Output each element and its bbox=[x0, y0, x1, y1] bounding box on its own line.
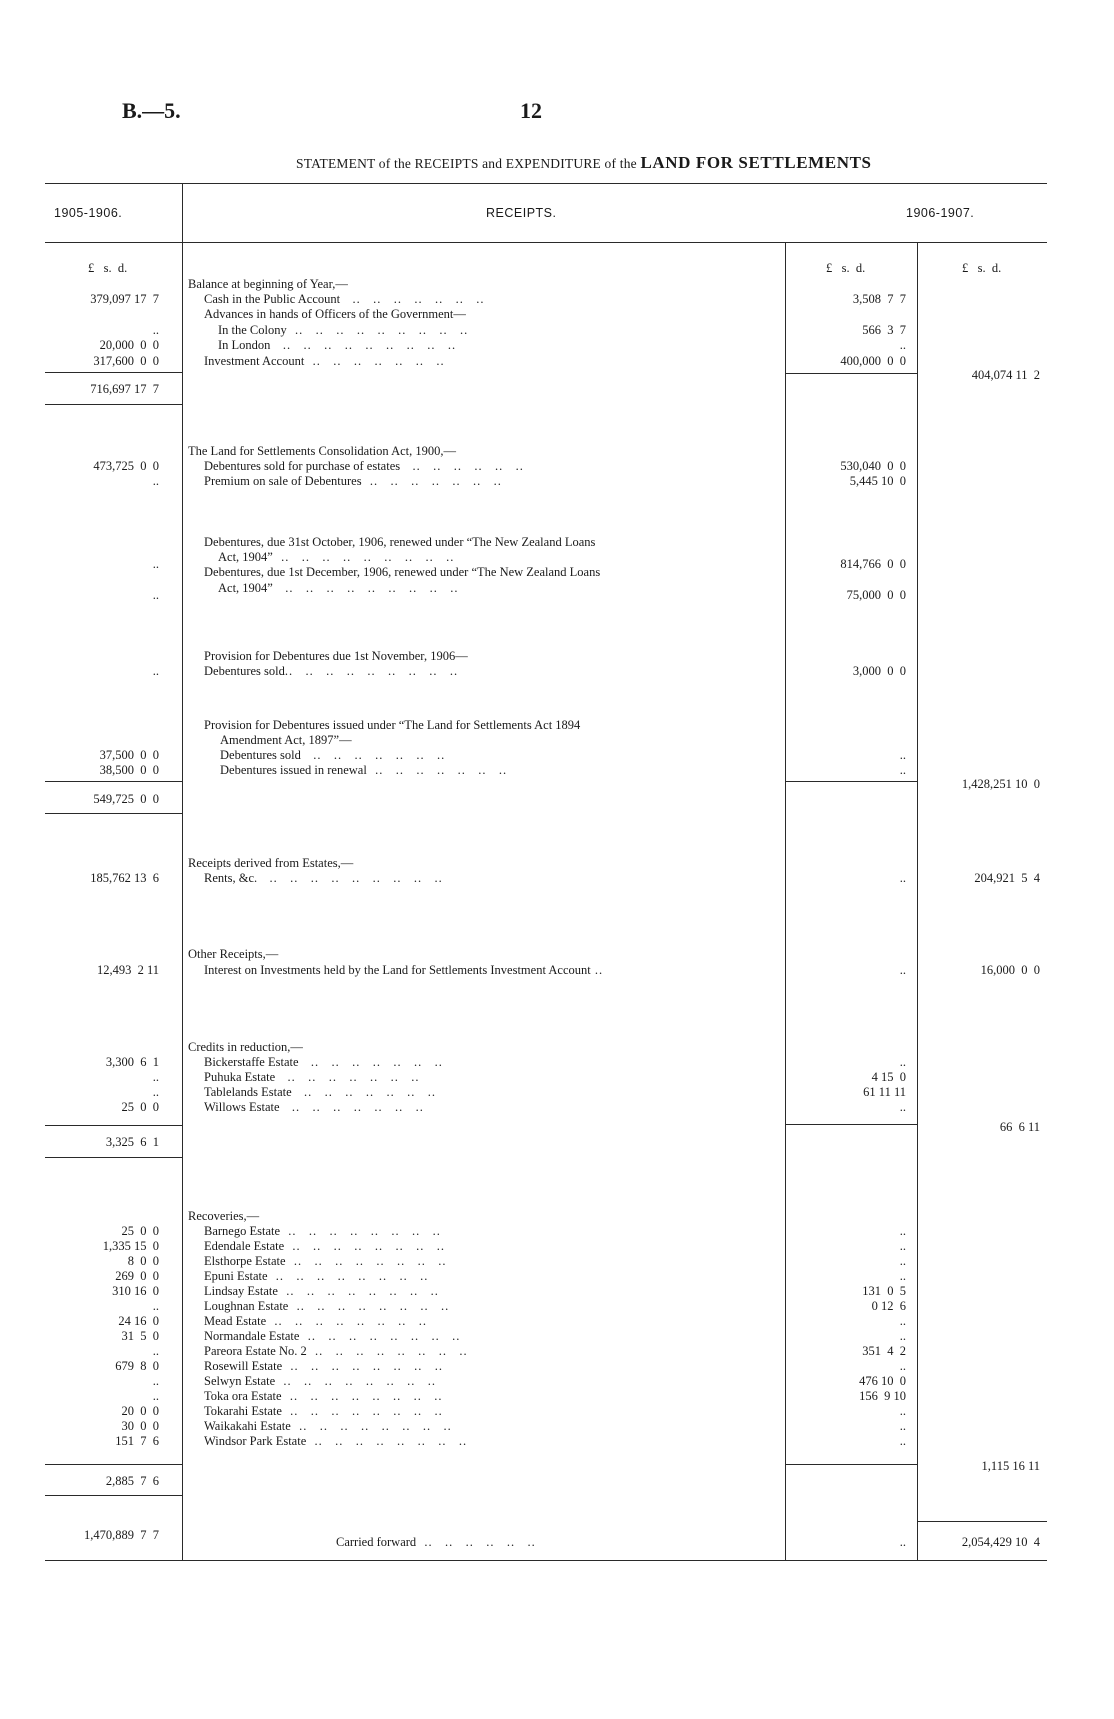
carried-cur-rule-top bbox=[917, 1521, 1047, 1522]
colony-label: In the Colony .. .. .. .. .. .. .. .. .. bbox=[218, 323, 469, 337]
provision-prev-rule bbox=[45, 781, 182, 782]
cur-investment: 400,000 0 0 bbox=[840, 354, 906, 368]
estate-row-label: Windsor Park Estate .. .. .. .. .. .. .. .. bbox=[204, 1434, 468, 1448]
renewed-2-line-b: Act, 1904” .. .. .. .. .. .. .. .. .. bbox=[218, 581, 459, 595]
prev-debentures-sold: 473,725 0 0 bbox=[93, 459, 159, 473]
estate-prev-amount: 20 0 0 bbox=[121, 1404, 159, 1418]
title-prefix: STATEMENT of the RECEIPTS and EXPENDITURE of the bbox=[296, 156, 637, 171]
mid-rents: .. bbox=[899, 871, 906, 885]
interest-label: Interest on Investments held by the Land for Settlements Investment Account .. bbox=[204, 963, 604, 977]
header-bottom-rule bbox=[45, 242, 1047, 243]
vrule-left bbox=[182, 183, 183, 1561]
estate-row-label: Edendale Estate .. .. .. .. .. .. .. .. bbox=[204, 1239, 446, 1253]
estate-cur-amount: .. bbox=[899, 1434, 906, 1448]
cur-london: .. bbox=[899, 338, 906, 352]
statement-title bbox=[296, 153, 872, 173]
estate-row-label: Willows Estate .. .. .. .. .. .. .. bbox=[204, 1100, 424, 1114]
estate-cur-amount: 131 0 5 bbox=[862, 1284, 906, 1298]
page-number: 12 bbox=[520, 98, 542, 123]
estate-name: Bickerstaffe Estate bbox=[204, 1055, 299, 1069]
provision-2-heading-a: Provision for Debentures issued under “The Land for Settlements Act 1894 bbox=[204, 718, 581, 732]
estate-prev-amount: 31 5 0 bbox=[121, 1329, 159, 1343]
prev-provision-2-sold: 37,500 0 0 bbox=[99, 748, 159, 762]
provision-2-heading-b: Amendment Act, 1897”— bbox=[220, 733, 352, 747]
prev-carried-forward: 1,470,889 7 7 bbox=[84, 1528, 159, 1542]
provision-1-sold-label: Debentures sold.. .. .. .. .. .. .. .. .. bbox=[204, 664, 459, 678]
estate-prev-amount: .. bbox=[152, 1374, 159, 1388]
rents-label: Rents, &c. .. .. .. .. .. .. .. .. .. bbox=[204, 871, 443, 885]
london-label: In London .. .. .. .. .. .. .. .. .. bbox=[218, 338, 457, 352]
prev-recoveries-total: 2,885 7 6 bbox=[105, 1474, 159, 1488]
estate-cur-amount: .. bbox=[899, 1224, 906, 1238]
provision-2-sold-label: Debentures sold .. .. .. .. .. .. .. bbox=[220, 748, 446, 762]
balance-cur-rule bbox=[785, 373, 917, 374]
prev-provision-1: .. bbox=[152, 664, 159, 678]
credits-heading: Credits in reduction,— bbox=[188, 1040, 303, 1054]
estate-name: Edendale Estate bbox=[204, 1239, 285, 1253]
estate-name: Willows Estate bbox=[204, 1100, 280, 1114]
column-head-receipts: RECEIPTS. bbox=[486, 206, 557, 220]
estate-name: Toka ora Estate bbox=[204, 1389, 282, 1403]
estate-prev-amount: .. bbox=[152, 1344, 159, 1358]
estate-prev-amount: 30 0 0 bbox=[121, 1419, 159, 1433]
prev-balance-total: 716,697 17 7 bbox=[90, 382, 159, 396]
estate-cur-amount: .. bbox=[899, 1269, 906, 1283]
credits-prev-rule bbox=[45, 1125, 182, 1126]
estate-row-label: Mead Estate .. .. .. .. .. .. .. .. bbox=[204, 1314, 428, 1328]
prev-provision-2-renewal: 38,500 0 0 bbox=[99, 763, 159, 777]
table-bottom-rule bbox=[45, 1560, 1047, 1561]
estate-cur-amount: 61 11 11 bbox=[863, 1085, 906, 1099]
estate-prev-amount: 8 0 0 bbox=[127, 1254, 159, 1268]
estate-prev-amount: 24 16 0 bbox=[118, 1314, 159, 1328]
prev-investment: 317,600 0 0 bbox=[93, 354, 159, 368]
currency-head-left: £ s. d. bbox=[88, 261, 128, 275]
prev-interest: 12,493 2 11 bbox=[96, 963, 159, 977]
estate-row-label: Waikakahi Estate .. .. .. .. .. .. .. .. bbox=[204, 1419, 452, 1433]
estate-prev-amount: .. bbox=[152, 1389, 159, 1403]
estate-row-label: Pareora Estate No. 2 .. .. .. .. .. .. .. .. bbox=[204, 1344, 468, 1358]
vrule-mid bbox=[785, 242, 786, 1561]
estate-name: Selwyn Estate bbox=[204, 1374, 276, 1388]
estate-name: Puhuka Estate bbox=[204, 1070, 276, 1084]
other-heading: Other Receipts,— bbox=[188, 947, 279, 961]
estate-row-label: Bickerstaffe Estate .. .. .. .. .. .. .. bbox=[204, 1055, 443, 1069]
estate-name: Elsthorpe Estate bbox=[204, 1254, 286, 1268]
document-reference: B.—5. bbox=[122, 98, 181, 123]
prev-colony: .. bbox=[152, 323, 159, 337]
estate-name: Mead Estate bbox=[204, 1314, 267, 1328]
prev-rents: 185,762 13 6 bbox=[90, 871, 159, 885]
cur-debentures-sold: 530,040 0 0 bbox=[840, 459, 906, 473]
renewed-1-line-b: Act, 1904” .. .. .. .. .. .. .. .. .. bbox=[218, 550, 455, 564]
cur-renewed-1: 814,766 0 0 bbox=[840, 557, 906, 571]
balance-prev-total-rule bbox=[45, 404, 182, 405]
cur-cash: 3,508 7 7 bbox=[852, 292, 906, 306]
cur-premium: 5,445 10 0 bbox=[849, 474, 906, 488]
mid-carried-forward: .. bbox=[899, 1535, 906, 1549]
estate-cur-amount: .. bbox=[899, 1055, 906, 1069]
cur-provision-2-renewal: .. bbox=[899, 763, 906, 777]
cur-provision-1: 3,000 0 0 bbox=[852, 664, 906, 678]
recoveries-prev-rule bbox=[45, 1464, 182, 1465]
currency-head-mid: £ s. d. bbox=[826, 261, 866, 275]
cur-colony: 566 3 7 bbox=[862, 323, 906, 337]
estate-prev-amount: 1,335 15 0 bbox=[102, 1239, 159, 1253]
renewed-2-line-a: Debentures, due 1st December, 1906, renewed under “The New Zealand Loans bbox=[204, 565, 601, 579]
estate-cur-amount: .. bbox=[899, 1254, 906, 1268]
balance-prev-rule bbox=[45, 372, 182, 373]
mid-interest: .. bbox=[899, 963, 906, 977]
prev-provision-total: 549,725 0 0 bbox=[93, 792, 159, 806]
estate-name: Pareora Estate No. 2 bbox=[204, 1344, 307, 1358]
estate-row-label: Lindsay Estate .. .. .. .. .. .. .. .. bbox=[204, 1284, 439, 1298]
cur-recoveries-total: 1,115 16 11 bbox=[981, 1459, 1040, 1473]
estate-cur-amount: .. bbox=[899, 1329, 906, 1343]
estates-heading: Receipts derived from Estates,— bbox=[188, 856, 354, 870]
recoveries-cur-rule bbox=[785, 1464, 917, 1465]
cash-label: Cash in the Public Account .. .. .. .. .. .. .. bbox=[204, 292, 485, 306]
estate-row-label: Elsthorpe Estate .. .. .. .. .. .. .. .. bbox=[204, 1254, 447, 1268]
estate-cur-amount: .. bbox=[899, 1239, 906, 1253]
estate-row-label: Puhuka Estate .. .. .. .. .. .. .. bbox=[204, 1070, 420, 1084]
estate-row-label: Tokarahi Estate .. .. .. .. .. .. .. .. bbox=[204, 1404, 443, 1418]
recoveries-prev-total-rule bbox=[45, 1495, 182, 1496]
estate-name: Normandale Estate bbox=[204, 1329, 300, 1343]
estate-row-label: Rosewill Estate .. .. .. .. .. .. .. .. bbox=[204, 1359, 443, 1373]
estate-cur-amount: 156 9 10 bbox=[859, 1389, 906, 1403]
prev-cash: 379,097 17 7 bbox=[90, 292, 159, 306]
estate-row-label: Tablelands Estate .. .. .. .. .. .. .. bbox=[204, 1085, 437, 1099]
cur-balance-total: 404,074 11 2 bbox=[971, 368, 1040, 382]
table-top-rule bbox=[45, 183, 1047, 184]
debentures-sold-label: Debentures sold for purchase of estates .. .. .. .. .. .. bbox=[204, 459, 524, 473]
estate-row-label: Barnego Estate .. .. .. .. .. .. .. .. bbox=[204, 1224, 441, 1238]
estate-cur-amount: 4 15 0 bbox=[871, 1070, 906, 1084]
prev-renewed-1: .. bbox=[152, 557, 159, 571]
estate-row-label: Toka ora Estate .. .. .. .. .. .. .. .. bbox=[204, 1389, 443, 1403]
estate-cur-amount: 476 10 0 bbox=[859, 1374, 906, 1388]
estate-name: Loughnan Estate bbox=[204, 1299, 289, 1313]
column-head-1905: 1905-1906. bbox=[54, 206, 123, 220]
estate-name: Tablelands Estate bbox=[204, 1085, 292, 1099]
cur-credits-total: 66 6 11 bbox=[999, 1120, 1040, 1134]
estate-cur-amount: .. bbox=[899, 1100, 906, 1114]
cur-interest: 16,000 0 0 bbox=[980, 963, 1040, 977]
vrule-right bbox=[917, 242, 918, 1561]
title-main: LAND FOR SETTLEMENTS bbox=[640, 153, 872, 172]
prev-renewed-2: .. bbox=[152, 588, 159, 602]
estate-prev-amount: 269 0 0 bbox=[115, 1269, 159, 1283]
estate-prev-amount: .. bbox=[152, 1085, 159, 1099]
cur-rents: 204,921 5 4 bbox=[974, 871, 1040, 885]
balance-heading: Balance at beginning of Year,— bbox=[188, 277, 348, 291]
credits-prev-total-rule bbox=[45, 1157, 182, 1158]
column-head-1906: 1906-1907. bbox=[906, 206, 975, 220]
estate-name: Waikakahi Estate bbox=[204, 1419, 291, 1433]
prev-london: 20,000 0 0 bbox=[99, 338, 159, 352]
estate-prev-amount: 25 0 0 bbox=[121, 1100, 159, 1114]
estate-prev-amount: .. bbox=[152, 1299, 159, 1313]
estate-prev-amount: 25 0 0 bbox=[121, 1224, 159, 1238]
estate-name: Windsor Park Estate bbox=[204, 1434, 307, 1448]
provision-cur-rule bbox=[785, 781, 917, 782]
estate-prev-amount: .. bbox=[152, 1070, 159, 1084]
estate-prev-amount: 3,300 6 1 bbox=[105, 1055, 159, 1069]
provision-2-renewal-label: Debentures issued in renewal .. .. .. .. .. .. .. bbox=[220, 763, 508, 777]
consolidation-heading: The Land for Settlements Consolidation Act, 1900,— bbox=[188, 444, 457, 458]
estate-prev-amount: 310 16 0 bbox=[112, 1284, 159, 1298]
cur-renewed-2: 75,000 0 0 bbox=[846, 588, 906, 602]
estate-name: Tokarahi Estate bbox=[204, 1404, 282, 1418]
estate-cur-amount: .. bbox=[899, 1419, 906, 1433]
estate-row-label: Loughnan Estate .. .. .. .. .. .. .. .. bbox=[204, 1299, 450, 1313]
cur-provision-total: 1,428,251 10 0 bbox=[961, 777, 1040, 791]
estate-row-label: Selwyn Estate .. .. .. .. .. .. .. .. bbox=[204, 1374, 437, 1388]
prev-credits-total: 3,325 6 1 bbox=[105, 1135, 159, 1149]
estate-cur-amount: .. bbox=[899, 1359, 906, 1373]
carried-forward-label: Carried forward .. .. .. .. .. .. bbox=[336, 1535, 536, 1549]
prev-premium: .. bbox=[152, 474, 159, 488]
provision-1-heading: Provision for Debentures due 1st November, 1906— bbox=[204, 649, 468, 663]
estate-name: Barnego Estate bbox=[204, 1224, 281, 1238]
cur-provision-2-sold: .. bbox=[899, 748, 906, 762]
estate-cur-amount: 351 4 2 bbox=[862, 1344, 906, 1358]
provision-prev-total-rule bbox=[45, 813, 182, 814]
estate-name: Rosewill Estate bbox=[204, 1359, 283, 1373]
cur-carried-forward: 2,054,429 10 4 bbox=[961, 1535, 1040, 1549]
estate-row-label: Epuni Estate .. .. .. .. .. .. .. .. bbox=[204, 1269, 429, 1283]
currency-head-right: £ s. d. bbox=[962, 261, 1002, 275]
estate-prev-amount: 151 7 6 bbox=[115, 1434, 159, 1448]
credits-cur-rule bbox=[785, 1124, 917, 1125]
advances-label: Advances in hands of Officers of the Government— bbox=[204, 307, 466, 321]
estate-cur-amount: .. bbox=[899, 1404, 906, 1418]
premium-label: Premium on sale of Debentures .. .. .. .. .. .. .. bbox=[204, 474, 502, 488]
recoveries-heading: Recoveries,— bbox=[188, 1209, 260, 1223]
estate-name: Epuni Estate bbox=[204, 1269, 268, 1283]
renewed-1-line-a: Debentures, due 31st October, 1906, renewed under “The New Zealand Loans bbox=[204, 535, 596, 549]
estate-cur-amount: .. bbox=[899, 1314, 906, 1328]
estate-prev-amount: 679 8 0 bbox=[115, 1359, 159, 1373]
estate-row-label: Normandale Estate .. .. .. .. .. .. .. .. bbox=[204, 1329, 461, 1343]
investment-label: Investment Account .. .. .. .. .. .. .. bbox=[204, 354, 445, 368]
estate-name: Lindsay Estate bbox=[204, 1284, 278, 1298]
estate-cur-amount: 0 12 6 bbox=[871, 1299, 906, 1313]
